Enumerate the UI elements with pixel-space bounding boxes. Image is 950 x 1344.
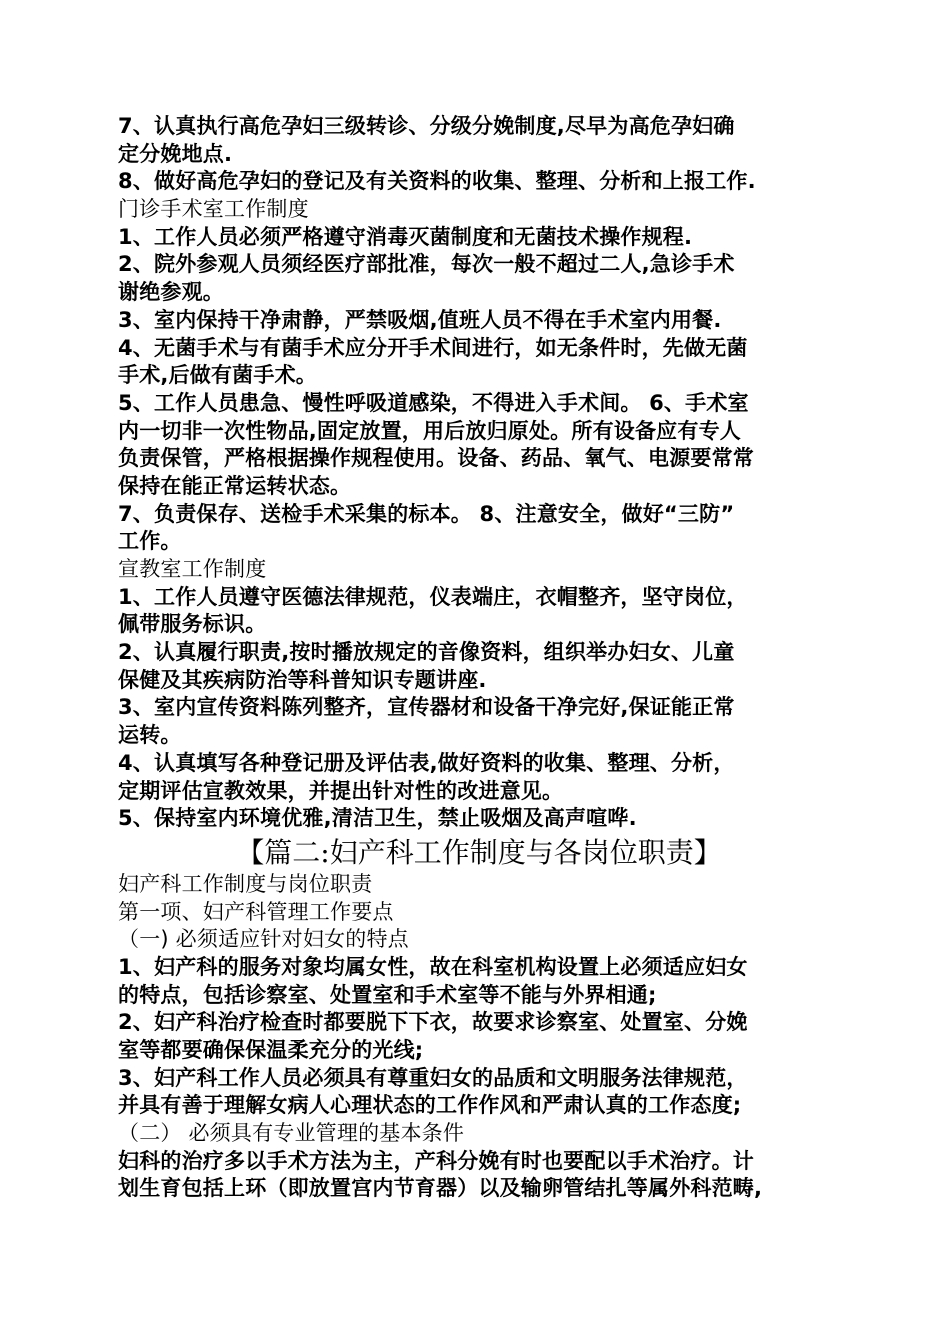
section-title-obgyn: 妇产科工作制度与岗位职责 (118, 871, 373, 896)
obgyn-point-line: 并具有善于理解女病人心理状态的工作作风和严肃认真的工作态度; (118, 1093, 742, 1118)
education-rule-line: 5、保持室内环境优雅,清洁卫生，禁止吸烟及高声喧哗. (118, 806, 637, 831)
item-7-line-1: 7、认真执行高危孕妇三级转诊、分级分娩制度,尽早为高危孕妇确 (118, 114, 735, 138)
item-8: 8、做好高危孕妇的登记及有关资料的收集、整理、分析和上报工作. (118, 169, 756, 194)
surgery-rule-line: 内一切非一次性物品,固定放置，用后放归原处。所有设备应有专人 (118, 418, 741, 443)
point-two-title: （二） 必须具有专业管理的基本条件 (118, 1121, 465, 1146)
obgyn-point-line: 1、妇产科的服务对象均属女性，故在科室机构设置上必须适应妇女 (118, 954, 748, 979)
education-rule-line: 3、室内宣传资料陈列整齐，宣传器材和设备干净完好,保证能正常 (118, 695, 735, 720)
surgery-rule-line: 5、工作人员患急、慢性呼吸道感染，不得进入手术间。 6、手术室 (118, 390, 749, 415)
item-7-line-2: 定分娩地点. (118, 141, 233, 166)
obgyn-point-line: 室等都要确保保温柔充分的光线; (118, 1038, 424, 1062)
body-paragraph-line: 妇科的治疗多以手术方法为主，产科分娩有时也要配以手术治疗。计 (118, 1148, 754, 1173)
surgery-rule-line: 保持在能正常运转状态。 (118, 473, 352, 498)
surgery-rule-line: 负责保管，严格根据操作规程使用。设备、药品、氧气、电源要常常 (118, 446, 754, 471)
education-rule-line: 保健及其疾病防治等科普知识专题讲座. (118, 667, 487, 692)
section-subtitle-management: 第一项、妇产科管理工作要点 (118, 899, 394, 924)
surgery-rule-line: 7、负责保存、送检手术采集的标本。 8、注意安全，做好“三防” (118, 501, 735, 526)
point-one-title: （一) 必须适应针对妇女的特点 (118, 927, 409, 952)
education-rule-line: 4、认真填写各种登记册及评估表,做好资料的收集、整理、分析， (118, 750, 735, 775)
education-rule-line: 运转。 (118, 723, 182, 748)
body-paragraph-line: 划生育包括上环（即放置宫内节育器）以及输卵管结扎等属外科范畴, (118, 1176, 763, 1201)
document-page (118, 113, 840, 1203)
obgyn-point-line: 3、妇产科工作人员必须具有尊重妇女的品质和文明服务法律规范， (118, 1065, 748, 1090)
surgery-rule-line: 谢绝参观。 (118, 280, 224, 305)
surgery-rule-line: 3、室内保持干净肃静，严禁吸烟,值班人员不得在手术室内用餐. (118, 307, 722, 332)
education-rule-line: 佩带服务标识。 (118, 612, 267, 637)
surgery-rule-line: 2、院外参观人员须经医疗部批准，每次一般不超过二人,急诊手术 (118, 252, 735, 277)
education-rule-line: 1、工作人员遵守医德法律规范，仪表端庄，衣帽整齐，坚守岗位， (118, 584, 748, 609)
obgyn-point-line: 的特点，包括诊察室、处置室和手术室等不能与外界相通; (118, 982, 657, 1007)
obgyn-point-line: 2、妇产科治疗检查时都要脱下下衣，故要求诊察室、处置室、分娩 (118, 1010, 748, 1035)
surgery-rule-line: 4、无菌手术与有菌手术应分开手术间进行，如无条件时，先做无菌 (118, 335, 748, 360)
section-title-surgery-room: 门诊手术室工作制度 (118, 197, 309, 222)
education-rule-line: 2、认真履行职责,按时播放规定的音像资料，组织举办妇女、儿童 (118, 640, 735, 665)
part-two-heading: 【篇二:妇产科工作制度与各岗位职责】 (236, 835, 722, 869)
section-title-education-room: 宣教室工作制度 (118, 557, 267, 581)
education-rule-line: 定期评估宣教效果，并提出针对性的改进意见。 (118, 778, 564, 803)
surgery-rule-line: 工作。 (118, 529, 182, 554)
surgery-rule-line: 手术,后做有菌手术。 (118, 363, 317, 388)
surgery-rule-line: 1、工作人员必须严格遵守消毒灭菌制度和无菌技术操作规程. (118, 224, 693, 249)
